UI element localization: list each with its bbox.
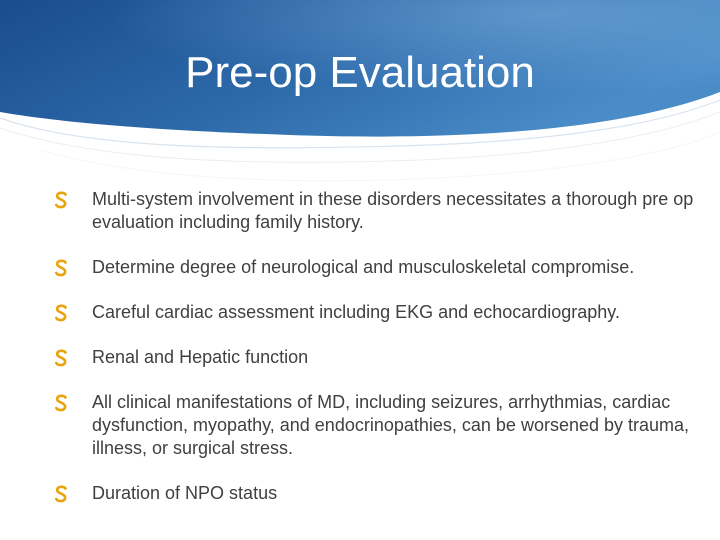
bullet-item: [36, 391, 696, 460]
bullet-item: [36, 188, 696, 234]
slide-title: Pre-op Evaluation: [185, 48, 535, 97]
s-swirl-bullet-icon: [54, 394, 68, 412]
bullet-list: [36, 188, 696, 527]
bullet-text: Careful cardiac assessment including EKG and echocardiography.: [92, 302, 620, 322]
s-swirl-bullet-icon: [54, 191, 68, 209]
bullet-text: Determine degree of neurological and musculoskeletal compromise.: [92, 257, 635, 277]
bullet-item: [36, 256, 696, 279]
s-swirl-bullet-icon: [54, 259, 68, 277]
bullet-item: [36, 482, 696, 505]
s-swirl-bullet-icon: [54, 485, 68, 503]
s-swirl-bullet-icon: [54, 304, 68, 322]
bullet-item: [36, 346, 696, 369]
bullet-text: All clinical manifestations of MD, including seizures, arrhythmias, cardiac dysfunction, myopathy, and endocrinopathies, can be worsened by trauma, illness, or surgical stress.: [92, 392, 690, 458]
bullet-text: Duration of NPO status: [92, 483, 278, 503]
s-swirl-bullet-icon: [54, 349, 68, 367]
bullet-item: [36, 301, 696, 324]
bullet-text: Renal and Hepatic function: [92, 347, 309, 367]
bullet-text: Multi-system involvement in these disorders necessitates a thorough pre op evaluation including family history.: [92, 189, 694, 232]
